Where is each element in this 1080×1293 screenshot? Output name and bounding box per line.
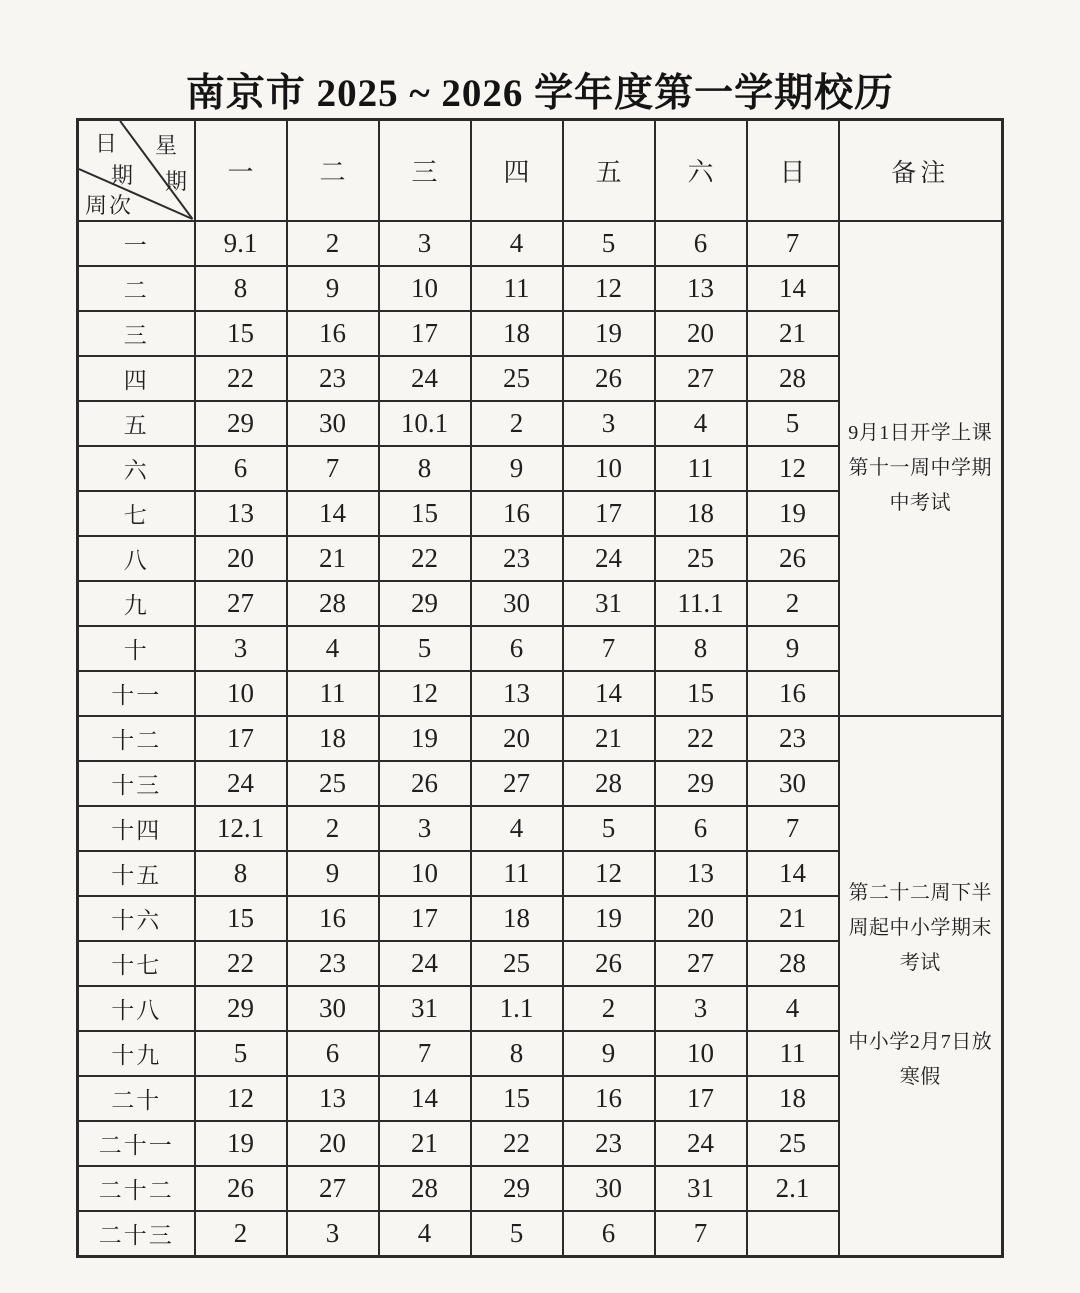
day-cell: 13 bbox=[471, 671, 563, 716]
day-cell: 14 bbox=[747, 851, 839, 896]
day-cell: 9.1 bbox=[195, 221, 287, 266]
day-cell: 31 bbox=[379, 986, 471, 1031]
day-cell: 12 bbox=[379, 671, 471, 716]
day-cell: 6 bbox=[287, 1031, 379, 1076]
day-cell: 14 bbox=[747, 266, 839, 311]
day-cell: 10 bbox=[379, 266, 471, 311]
day-cell: 5 bbox=[563, 221, 655, 266]
day-cell: 17 bbox=[655, 1076, 747, 1121]
day-header-sat: 六 bbox=[655, 120, 747, 222]
week-number-label: 九 bbox=[78, 581, 195, 626]
day-cell: 19 bbox=[747, 491, 839, 536]
week-number-label: 二 bbox=[78, 266, 195, 311]
day-cell: 14 bbox=[287, 491, 379, 536]
day-cell: 24 bbox=[195, 761, 287, 806]
day-cell: 22 bbox=[471, 1121, 563, 1166]
remark-header: 备注 bbox=[839, 120, 1003, 222]
corner-weeknum-label: 周次 bbox=[85, 193, 134, 218]
day-cell: 18 bbox=[471, 311, 563, 356]
day-cell: 18 bbox=[747, 1076, 839, 1121]
week-number-label: 八 bbox=[78, 536, 195, 581]
week-number-label: 十二 bbox=[78, 716, 195, 761]
day-cell: 25 bbox=[655, 536, 747, 581]
day-cell: 30 bbox=[747, 761, 839, 806]
day-cell: 13 bbox=[287, 1076, 379, 1121]
day-cell: 8 bbox=[655, 626, 747, 671]
day-cell: 31 bbox=[563, 581, 655, 626]
day-cell: 3 bbox=[379, 806, 471, 851]
day-cell: 23 bbox=[287, 356, 379, 401]
week-number-label: 二十三 bbox=[78, 1211, 195, 1256]
day-cell: 26 bbox=[563, 356, 655, 401]
day-cell: 11 bbox=[287, 671, 379, 716]
day-cell: 28 bbox=[747, 356, 839, 401]
day-cell: 6 bbox=[195, 446, 287, 491]
day-cell: 29 bbox=[379, 581, 471, 626]
day-cell: 2 bbox=[747, 581, 839, 626]
day-cell: 26 bbox=[379, 761, 471, 806]
day-cell: 24 bbox=[563, 536, 655, 581]
day-cell: 3 bbox=[195, 626, 287, 671]
day-cell: 2 bbox=[471, 401, 563, 446]
day-cell: 23 bbox=[471, 536, 563, 581]
day-cell: 5 bbox=[747, 401, 839, 446]
day-cell: 4 bbox=[379, 1211, 471, 1256]
calendar-body bbox=[78, 221, 1003, 1256]
day-cell: 28 bbox=[379, 1166, 471, 1211]
day-cell: 7 bbox=[747, 221, 839, 266]
day-cell bbox=[747, 1211, 839, 1256]
page-title: 南京市 2025 ~ 2026 学年度第一学期校历 bbox=[185, 72, 895, 115]
week-number-label: 十四 bbox=[78, 806, 195, 851]
day-cell: 12 bbox=[195, 1076, 287, 1121]
week-number-label: 二十一 bbox=[78, 1121, 195, 1166]
day-cell: 3 bbox=[287, 1211, 379, 1256]
day-cell: 7 bbox=[747, 806, 839, 851]
day-cell: 3 bbox=[563, 401, 655, 446]
day-cell: 11 bbox=[655, 446, 747, 491]
day-cell: 4 bbox=[287, 626, 379, 671]
day-cell: 20 bbox=[655, 896, 747, 941]
day-cell: 2 bbox=[563, 986, 655, 1031]
day-cell: 12 bbox=[563, 851, 655, 896]
remark-cell bbox=[839, 221, 1003, 716]
day-cell: 13 bbox=[655, 851, 747, 896]
day-cell: 19 bbox=[195, 1121, 287, 1166]
day-header-mon: 一 bbox=[195, 120, 287, 222]
day-cell: 11.1 bbox=[655, 581, 747, 626]
day-cell: 2.1 bbox=[747, 1166, 839, 1211]
day-cell: 1.1 bbox=[471, 986, 563, 1031]
day-cell: 30 bbox=[287, 401, 379, 446]
day-cell: 2 bbox=[195, 1211, 287, 1256]
day-cell: 10 bbox=[563, 446, 655, 491]
day-header-wed: 三 bbox=[379, 120, 471, 222]
week-number-label: 七 bbox=[78, 491, 195, 536]
day-cell: 17 bbox=[195, 716, 287, 761]
day-cell: 11 bbox=[747, 1031, 839, 1076]
week-number-label: 二十 bbox=[78, 1076, 195, 1121]
day-cell: 7 bbox=[655, 1211, 747, 1256]
day-cell: 4 bbox=[655, 401, 747, 446]
day-cell: 20 bbox=[195, 536, 287, 581]
corner-header-cell bbox=[78, 120, 195, 222]
day-cell: 27 bbox=[655, 356, 747, 401]
day-cell: 13 bbox=[655, 266, 747, 311]
day-cell: 3 bbox=[379, 221, 471, 266]
header-row bbox=[78, 120, 1003, 222]
week-number-label: 六 bbox=[78, 446, 195, 491]
day-cell: 9 bbox=[747, 626, 839, 671]
day-cell: 29 bbox=[195, 401, 287, 446]
day-cell: 10.1 bbox=[379, 401, 471, 446]
day-cell: 16 bbox=[747, 671, 839, 716]
day-cell: 31 bbox=[655, 1166, 747, 1211]
day-cell: 17 bbox=[563, 491, 655, 536]
day-cell: 14 bbox=[379, 1076, 471, 1121]
day-cell: 2 bbox=[287, 806, 379, 851]
week-number-label: 十六 bbox=[78, 896, 195, 941]
day-cell: 27 bbox=[655, 941, 747, 986]
day-cell: 6 bbox=[655, 806, 747, 851]
day-cell: 24 bbox=[379, 941, 471, 986]
day-cell: 27 bbox=[287, 1166, 379, 1211]
day-cell: 19 bbox=[563, 896, 655, 941]
day-cell: 8 bbox=[471, 1031, 563, 1076]
day-cell: 29 bbox=[471, 1166, 563, 1211]
day-cell: 29 bbox=[195, 986, 287, 1031]
day-header-fri: 五 bbox=[563, 120, 655, 222]
day-cell: 4 bbox=[471, 221, 563, 266]
week-number-label: 三 bbox=[78, 311, 195, 356]
week-row bbox=[78, 221, 1003, 266]
week-number-label: 十九 bbox=[78, 1031, 195, 1076]
day-cell: 12 bbox=[747, 446, 839, 491]
day-cell: 5 bbox=[195, 1031, 287, 1076]
day-cell: 26 bbox=[747, 536, 839, 581]
corner-week-char-1: 星 bbox=[155, 133, 178, 158]
day-header-thu: 四 bbox=[471, 120, 563, 222]
corner-week-char-2: 期 bbox=[165, 169, 188, 194]
day-cell: 17 bbox=[379, 311, 471, 356]
remark-paragraph: 第二十二周下半周起中小学期末考试 bbox=[848, 882, 992, 975]
day-cell: 24 bbox=[655, 1121, 747, 1166]
day-cell: 9 bbox=[471, 446, 563, 491]
day-cell: 21 bbox=[563, 716, 655, 761]
day-cell: 5 bbox=[563, 806, 655, 851]
day-header-tue: 二 bbox=[287, 120, 379, 222]
day-cell: 10 bbox=[195, 671, 287, 716]
day-cell: 30 bbox=[563, 1166, 655, 1211]
day-cell: 4 bbox=[747, 986, 839, 1031]
week-number-label: 十八 bbox=[78, 986, 195, 1031]
week-number-label: 十三 bbox=[78, 761, 195, 806]
week-number-label: 十一 bbox=[78, 671, 195, 716]
day-cell: 24 bbox=[379, 356, 471, 401]
day-cell: 15 bbox=[195, 896, 287, 941]
day-cell: 30 bbox=[287, 986, 379, 1031]
day-cell: 21 bbox=[379, 1121, 471, 1166]
day-cell: 26 bbox=[563, 941, 655, 986]
week-number-label: 四 bbox=[78, 356, 195, 401]
week-number-label: 十 bbox=[78, 626, 195, 671]
day-cell: 22 bbox=[195, 941, 287, 986]
day-cell: 23 bbox=[563, 1121, 655, 1166]
day-cell: 20 bbox=[471, 716, 563, 761]
day-cell: 16 bbox=[287, 896, 379, 941]
day-cell: 3 bbox=[655, 986, 747, 1031]
week-number-label: 五 bbox=[78, 401, 195, 446]
remark-paragraph: 中小学2月7日放寒假 bbox=[848, 1031, 993, 1089]
week-row bbox=[78, 716, 1003, 761]
day-cell: 16 bbox=[563, 1076, 655, 1121]
day-cell: 23 bbox=[287, 941, 379, 986]
day-cell: 18 bbox=[287, 716, 379, 761]
day-cell: 28 bbox=[747, 941, 839, 986]
remark-cell bbox=[839, 716, 1003, 1256]
day-cell: 26 bbox=[195, 1166, 287, 1211]
remark-paragraph: 第十一周中学期中考试 bbox=[848, 457, 992, 514]
corner-date-char-1: 日 bbox=[95, 131, 118, 156]
day-cell: 22 bbox=[655, 716, 747, 761]
day-cell: 8 bbox=[379, 446, 471, 491]
school-calendar-table bbox=[76, 118, 1004, 1258]
day-cell: 7 bbox=[287, 446, 379, 491]
day-cell: 7 bbox=[563, 626, 655, 671]
day-cell: 5 bbox=[379, 626, 471, 671]
week-number-label: 十七 bbox=[78, 941, 195, 986]
day-cell: 6 bbox=[471, 626, 563, 671]
day-cell: 28 bbox=[563, 761, 655, 806]
day-cell: 22 bbox=[379, 536, 471, 581]
day-cell: 21 bbox=[747, 896, 839, 941]
day-cell: 28 bbox=[287, 581, 379, 626]
day-cell: 8 bbox=[195, 851, 287, 896]
day-cell: 12 bbox=[563, 266, 655, 311]
day-cell: 22 bbox=[195, 356, 287, 401]
day-cell: 20 bbox=[655, 311, 747, 356]
day-cell: 27 bbox=[471, 761, 563, 806]
week-number-label: 十五 bbox=[78, 851, 195, 896]
day-cell: 21 bbox=[747, 311, 839, 356]
day-cell: 9 bbox=[287, 851, 379, 896]
day-cell: 4 bbox=[471, 806, 563, 851]
day-cell: 8 bbox=[195, 266, 287, 311]
day-cell: 25 bbox=[471, 941, 563, 986]
day-cell: 19 bbox=[379, 716, 471, 761]
day-cell: 5 bbox=[471, 1211, 563, 1256]
day-cell: 20 bbox=[287, 1121, 379, 1166]
day-cell: 18 bbox=[471, 896, 563, 941]
remark-paragraph: 9月1日开学上课 bbox=[848, 422, 993, 444]
day-cell: 17 bbox=[379, 896, 471, 941]
day-cell: 25 bbox=[287, 761, 379, 806]
day-header-sun: 日 bbox=[747, 120, 839, 222]
day-cell: 10 bbox=[655, 1031, 747, 1076]
day-cell: 9 bbox=[287, 266, 379, 311]
day-cell: 6 bbox=[655, 221, 747, 266]
day-cell: 16 bbox=[287, 311, 379, 356]
day-cell: 29 bbox=[655, 761, 747, 806]
day-cell: 23 bbox=[747, 716, 839, 761]
day-cell: 25 bbox=[747, 1121, 839, 1166]
day-cell: 9 bbox=[563, 1031, 655, 1076]
day-cell: 25 bbox=[471, 356, 563, 401]
week-number-label: 二十二 bbox=[78, 1166, 195, 1211]
day-cell: 13 bbox=[195, 491, 287, 536]
day-cell: 27 bbox=[195, 581, 287, 626]
day-cell: 15 bbox=[195, 311, 287, 356]
day-cell: 19 bbox=[563, 311, 655, 356]
day-cell: 10 bbox=[379, 851, 471, 896]
day-cell: 7 bbox=[379, 1031, 471, 1076]
day-cell: 14 bbox=[563, 671, 655, 716]
day-cell: 11 bbox=[471, 266, 563, 311]
day-cell: 15 bbox=[471, 1076, 563, 1121]
week-number-label: 一 bbox=[78, 221, 195, 266]
day-cell: 6 bbox=[563, 1211, 655, 1256]
day-cell: 11 bbox=[471, 851, 563, 896]
day-cell: 21 bbox=[287, 536, 379, 581]
day-cell: 2 bbox=[287, 221, 379, 266]
day-cell: 15 bbox=[379, 491, 471, 536]
corner-date-char-2: 期 bbox=[111, 163, 134, 188]
day-cell: 30 bbox=[471, 581, 563, 626]
day-cell: 18 bbox=[655, 491, 747, 536]
day-cell: 12.1 bbox=[195, 806, 287, 851]
day-cell: 15 bbox=[655, 671, 747, 716]
day-cell: 16 bbox=[471, 491, 563, 536]
